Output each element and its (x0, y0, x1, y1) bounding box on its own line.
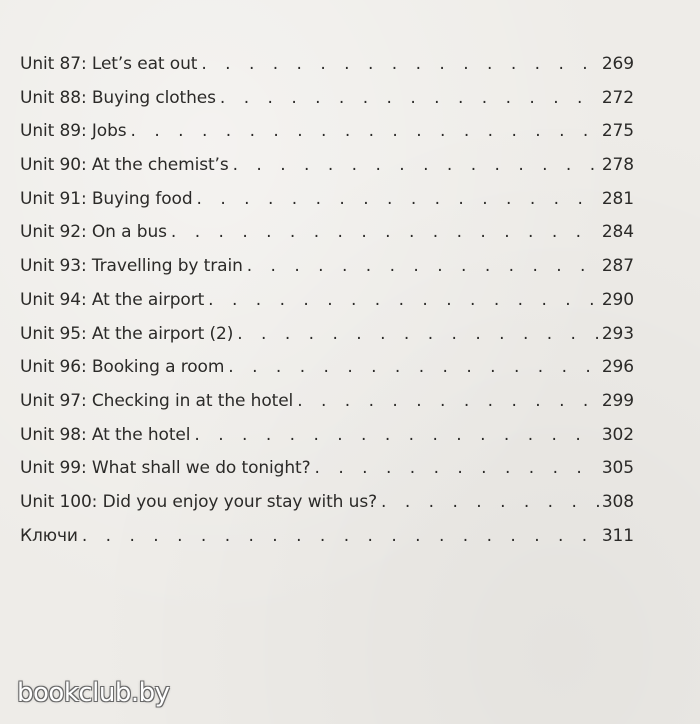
toc-entry-page: 299 (601, 390, 634, 411)
table-of-contents (20, 52, 634, 557)
toc-entry-title: Unit 89: Jobs (20, 121, 127, 142)
toc-entry-title: Unit 97: Checking in at the hotel (20, 390, 294, 411)
toc-leader-dots (233, 153, 600, 177)
toc-leader-dots (315, 456, 600, 480)
toc-entry-title: Ключи (20, 525, 78, 546)
toc-entry-page: 278 (601, 155, 634, 176)
toc-leader-dots (171, 220, 600, 244)
toc-entry (20, 119, 634, 153)
toc-leader-dots (381, 490, 600, 514)
toc-entry-title: Unit 95: At the airport (2) (20, 323, 234, 344)
watermark: bookclub.by (17, 678, 170, 708)
toc-leader-dots (194, 423, 599, 447)
toc-entry-page: 302 (601, 424, 634, 445)
toc-entry-page: 281 (601, 188, 634, 209)
toc-entry (20, 490, 634, 524)
toc-leader-dots (297, 389, 600, 413)
toc-entry-title: Unit 98: At the hotel (20, 424, 191, 445)
toc-entry-page: 287 (601, 256, 634, 277)
toc-entry-page: 272 (601, 87, 634, 108)
toc-entry-title: Unit 100: Did you enjoy your stay with us? (20, 491, 378, 512)
toc-entry (20, 322, 634, 356)
toc-leader-dots (237, 322, 600, 346)
toc-entry (20, 220, 634, 254)
toc-entry-page: 305 (601, 458, 634, 479)
toc-entry (20, 52, 634, 86)
toc-entry-page: 269 (601, 54, 634, 74)
toc-entry-title: Unit 99: What shall we do tonight? (20, 458, 311, 479)
toc-entry-title: Unit 90: At the chemist’s (20, 155, 229, 176)
toc-entry (20, 153, 634, 187)
toc-entry-page: 293 (601, 323, 634, 344)
toc-entry-page: 308 (601, 491, 634, 512)
toc-entry (20, 355, 634, 389)
toc-leader-dots (220, 86, 600, 110)
toc-entry (20, 456, 634, 490)
toc-entry-title: Unit 92: On a bus (20, 222, 167, 243)
toc-entry-title: Unit 93: Travelling by train (20, 256, 243, 277)
toc-entry-title: Unit 96: Booking a room (20, 357, 225, 378)
toc-leader-dots (208, 288, 600, 312)
toc-leader-dots (247, 254, 600, 278)
toc-entry-title: Unit 87: Let’s eat out (20, 54, 198, 74)
toc-leader-dots (228, 355, 600, 379)
toc-entry-title: Unit 91: Buying food (20, 188, 193, 209)
toc-entry (20, 86, 634, 120)
toc-leader-dots (82, 524, 600, 548)
toc-entry (20, 389, 634, 423)
toc-entry-page: 290 (601, 289, 634, 310)
toc-entry-title: Unit 94: At the airport (20, 289, 205, 310)
toc-leader-dots (131, 119, 600, 143)
toc-entry-page: 296 (601, 357, 634, 378)
toc-entry (20, 254, 634, 288)
toc-entry-page: 284 (601, 222, 634, 243)
toc-entry-title: Unit 88: Buying clothes (20, 87, 216, 108)
toc-leader-dots (197, 187, 600, 211)
toc-entry-page: 275 (601, 121, 634, 142)
toc-leader-dots (201, 52, 600, 76)
toc-entry (20, 187, 634, 221)
toc-entry (20, 524, 634, 558)
toc-entry (20, 423, 634, 457)
toc-entry-page: 311 (601, 525, 634, 546)
toc-entry (20, 288, 634, 322)
